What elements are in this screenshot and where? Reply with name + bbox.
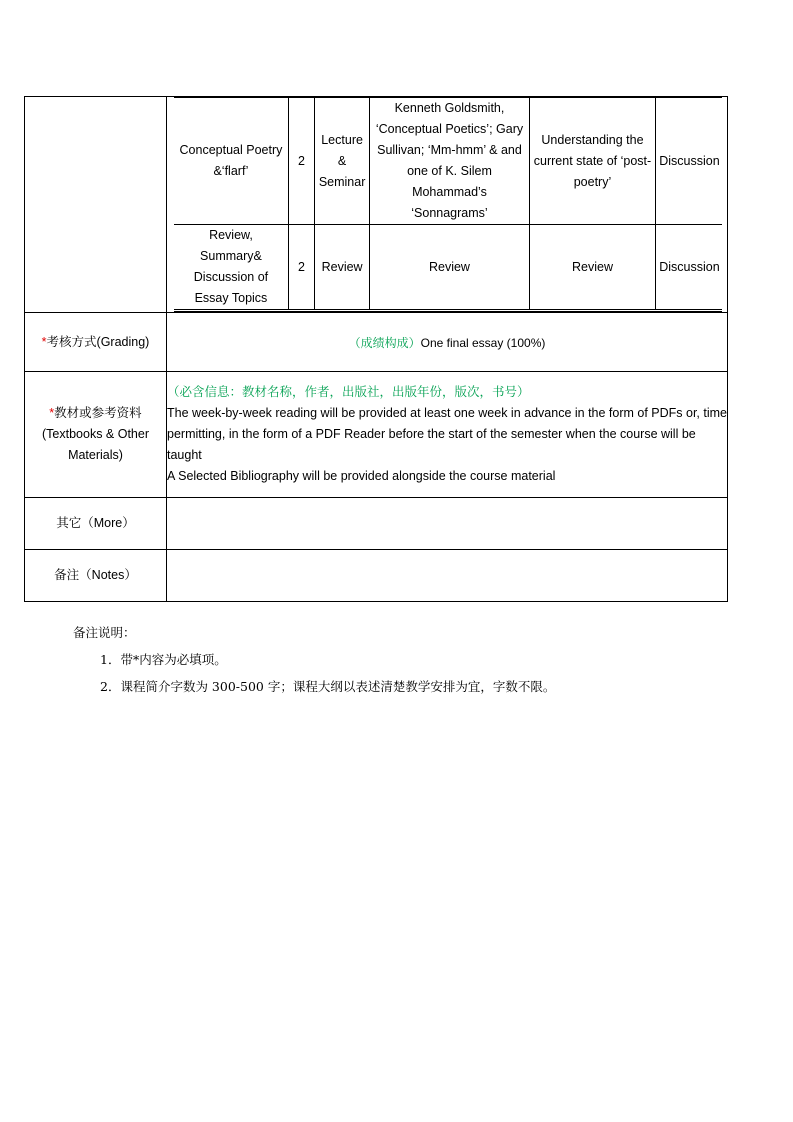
- readings-cell: Kenneth Goldsmith, ‘Conceptual Poetics’; Gary Sullivan; ‘Mm-hmm’ & and one of K. Silem Mohammad’s ‘Sonnagrams’: [370, 98, 530, 225]
- grading-label: [25, 313, 167, 372]
- hours-cell: 2: [288, 225, 314, 311]
- objective-cell: Review: [529, 225, 655, 311]
- materials-line: The week-by-week reading will be provided at least one week in advance in the form of PDFs or, time permitting, in the form of a PDF Reader before the start of the semester when the course will be taught: [167, 406, 727, 462]
- topic-cell: Review, Summary& Discussion of Essay Topics: [174, 225, 288, 311]
- assessment-cell: Discussion: [656, 98, 722, 225]
- materials-hint: （必含信息：教材名称，作者，出版社，出版年份，版次，书号）: [167, 385, 530, 399]
- remarks-item: 2．课程简介字数为 300-500 字；课程大纲以表述清楚教学安排为宜，字数不限。: [100, 679, 556, 694]
- materials-label-en: (Textbooks & Other Materials): [42, 427, 149, 462]
- schedule-label-cell: [25, 97, 167, 313]
- grading-row: [25, 313, 728, 372]
- materials-label-cn: 教材或参考资料: [54, 406, 142, 420]
- required-asterisk: *: [41, 334, 47, 349]
- topic-cell: Conceptual Poetry &‘flarf’: [174, 98, 288, 225]
- more-value: [167, 498, 728, 550]
- mode-cell: Lecture & Seminar: [315, 98, 370, 225]
- more-label: 其它（More）: [25, 498, 167, 550]
- schedule-table: [174, 97, 722, 312]
- grading-hint: （成绩构成）: [348, 335, 421, 350]
- objective-cell: Understanding the current state of ‘post-poetry’: [529, 98, 655, 225]
- remarks-item: 1．带*内容为必填项。: [100, 652, 227, 667]
- materials-label: [25, 372, 167, 498]
- notes-value: [167, 550, 728, 602]
- grading-value: One final essay (100%): [420, 335, 546, 350]
- materials-row: [25, 372, 728, 498]
- remarks: [73, 619, 555, 700]
- remarks-title: 备注说明：: [73, 625, 136, 640]
- schedule-cell: [167, 97, 728, 313]
- schedule-row: [25, 97, 728, 313]
- schedule-table-row: [174, 225, 722, 311]
- course-table: [24, 96, 728, 602]
- notes-row: [25, 550, 728, 602]
- mode-cell: Review: [315, 225, 370, 311]
- hours-cell: 2: [288, 98, 314, 225]
- materials-value-cell: [167, 372, 728, 498]
- schedule-table-row: [174, 98, 722, 225]
- assessment-cell: Discussion: [656, 225, 722, 311]
- grading-label-text: 考核方式(Grading): [46, 334, 150, 349]
- readings-cell: Review: [370, 225, 530, 311]
- required-asterisk: *: [49, 406, 55, 420]
- notes-label: 备注（Notes）: [25, 550, 167, 602]
- more-row: [25, 498, 728, 550]
- materials-line: A Selected Bibliography will be provided alongside the course material: [167, 469, 556, 483]
- grading-value-cell: [167, 313, 728, 372]
